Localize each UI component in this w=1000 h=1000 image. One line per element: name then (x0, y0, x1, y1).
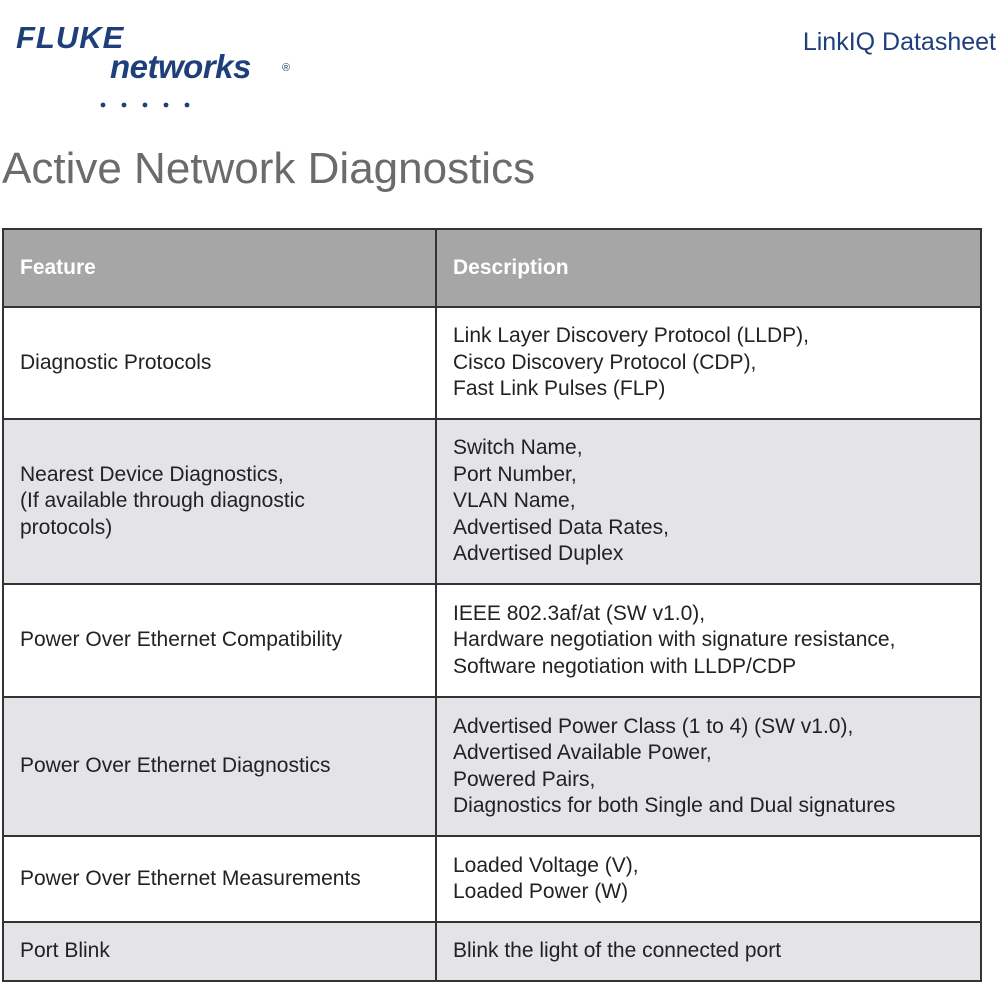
description-text-line: Port Number, (453, 462, 577, 486)
description-cell (436, 419, 981, 584)
feature-text-line: Nearest Device Diagnostics, (20, 462, 284, 486)
description-text-line: Switch Name, (453, 436, 583, 460)
feature-cell (3, 836, 436, 922)
description-text-line: Powered Pairs, (453, 767, 596, 791)
description-cell (436, 836, 981, 922)
feature-text-line: Diagnostic Protocols (20, 350, 212, 374)
feature-cell (3, 419, 436, 584)
header-description: Description (436, 229, 981, 307)
feature-cell (3, 922, 436, 981)
logo-fluke-text: FLUKE (16, 20, 125, 55)
feature-cell (3, 584, 436, 697)
feature-text-line: protocols) (20, 515, 113, 539)
description-text-line: Loaded Voltage (V), (453, 853, 639, 877)
table-row (3, 307, 981, 419)
feature-text-line: Power Over Ethernet Diagnostics (20, 754, 331, 778)
feature-text-line: Power Over Ethernet Compatibility (20, 628, 343, 652)
description-text-line: VLAN Name, (453, 489, 576, 513)
feature-table (2, 228, 982, 982)
description-text-line: Advertised Data Rates, (453, 515, 669, 539)
description-text-line: Advertised Power Class (1 to 4) (SW v1.0), (453, 714, 854, 738)
table-row (3, 419, 981, 584)
feature-text-line: (If available through diagnostic (20, 489, 305, 513)
description-cell (436, 584, 981, 697)
page-heading: Active Network Diagnostics (2, 144, 536, 193)
logo-registered-mark: ® (282, 62, 291, 74)
table-row (3, 922, 981, 981)
description-text-line: Advertised Duplex (453, 542, 624, 566)
table-row (3, 836, 981, 922)
document-title: LinkIQ Datasheet (802, 28, 996, 56)
header-feature: Feature (3, 229, 436, 307)
description-text-line: Link Layer Discovery Protocol (LLDP), (453, 324, 809, 348)
feature-cell (3, 307, 436, 419)
description-cell (436, 697, 981, 836)
description-cell (436, 307, 981, 419)
description-text-line: Software negotiation with LLDP/CDP (453, 654, 797, 678)
description-text-line: IEEE 802.3af/at (SW v1.0), (453, 601, 706, 625)
feature-text-line: Port Blink (20, 939, 110, 963)
description-text-line: Diagnostics for both Single and Dual signatures (453, 794, 896, 817)
table-header-row (3, 229, 981, 307)
description-text-line: Hardware negotiation with signature resistance, (453, 628, 896, 652)
logo-networks-text: networks (110, 48, 251, 85)
fluke-networks-logo (16, 22, 296, 92)
logo-dots-icon (100, 102, 190, 108)
description-text-line: Cisco Discovery Protocol (CDP), (453, 350, 757, 374)
feature-text-line: Power Over Ethernet Measurements (20, 866, 361, 890)
description-text-line: Loaded Power (W) (453, 880, 629, 903)
description-text-line: Advertised Available Power, (453, 741, 712, 764)
table-row (3, 697, 981, 836)
feature-cell (3, 697, 436, 836)
description-text-line: Fast Link Pulses (FLP) (453, 377, 666, 401)
description-text-line: Blink the light of the connected port (453, 939, 782, 963)
description-cell (436, 922, 981, 981)
table-row (3, 584, 981, 697)
